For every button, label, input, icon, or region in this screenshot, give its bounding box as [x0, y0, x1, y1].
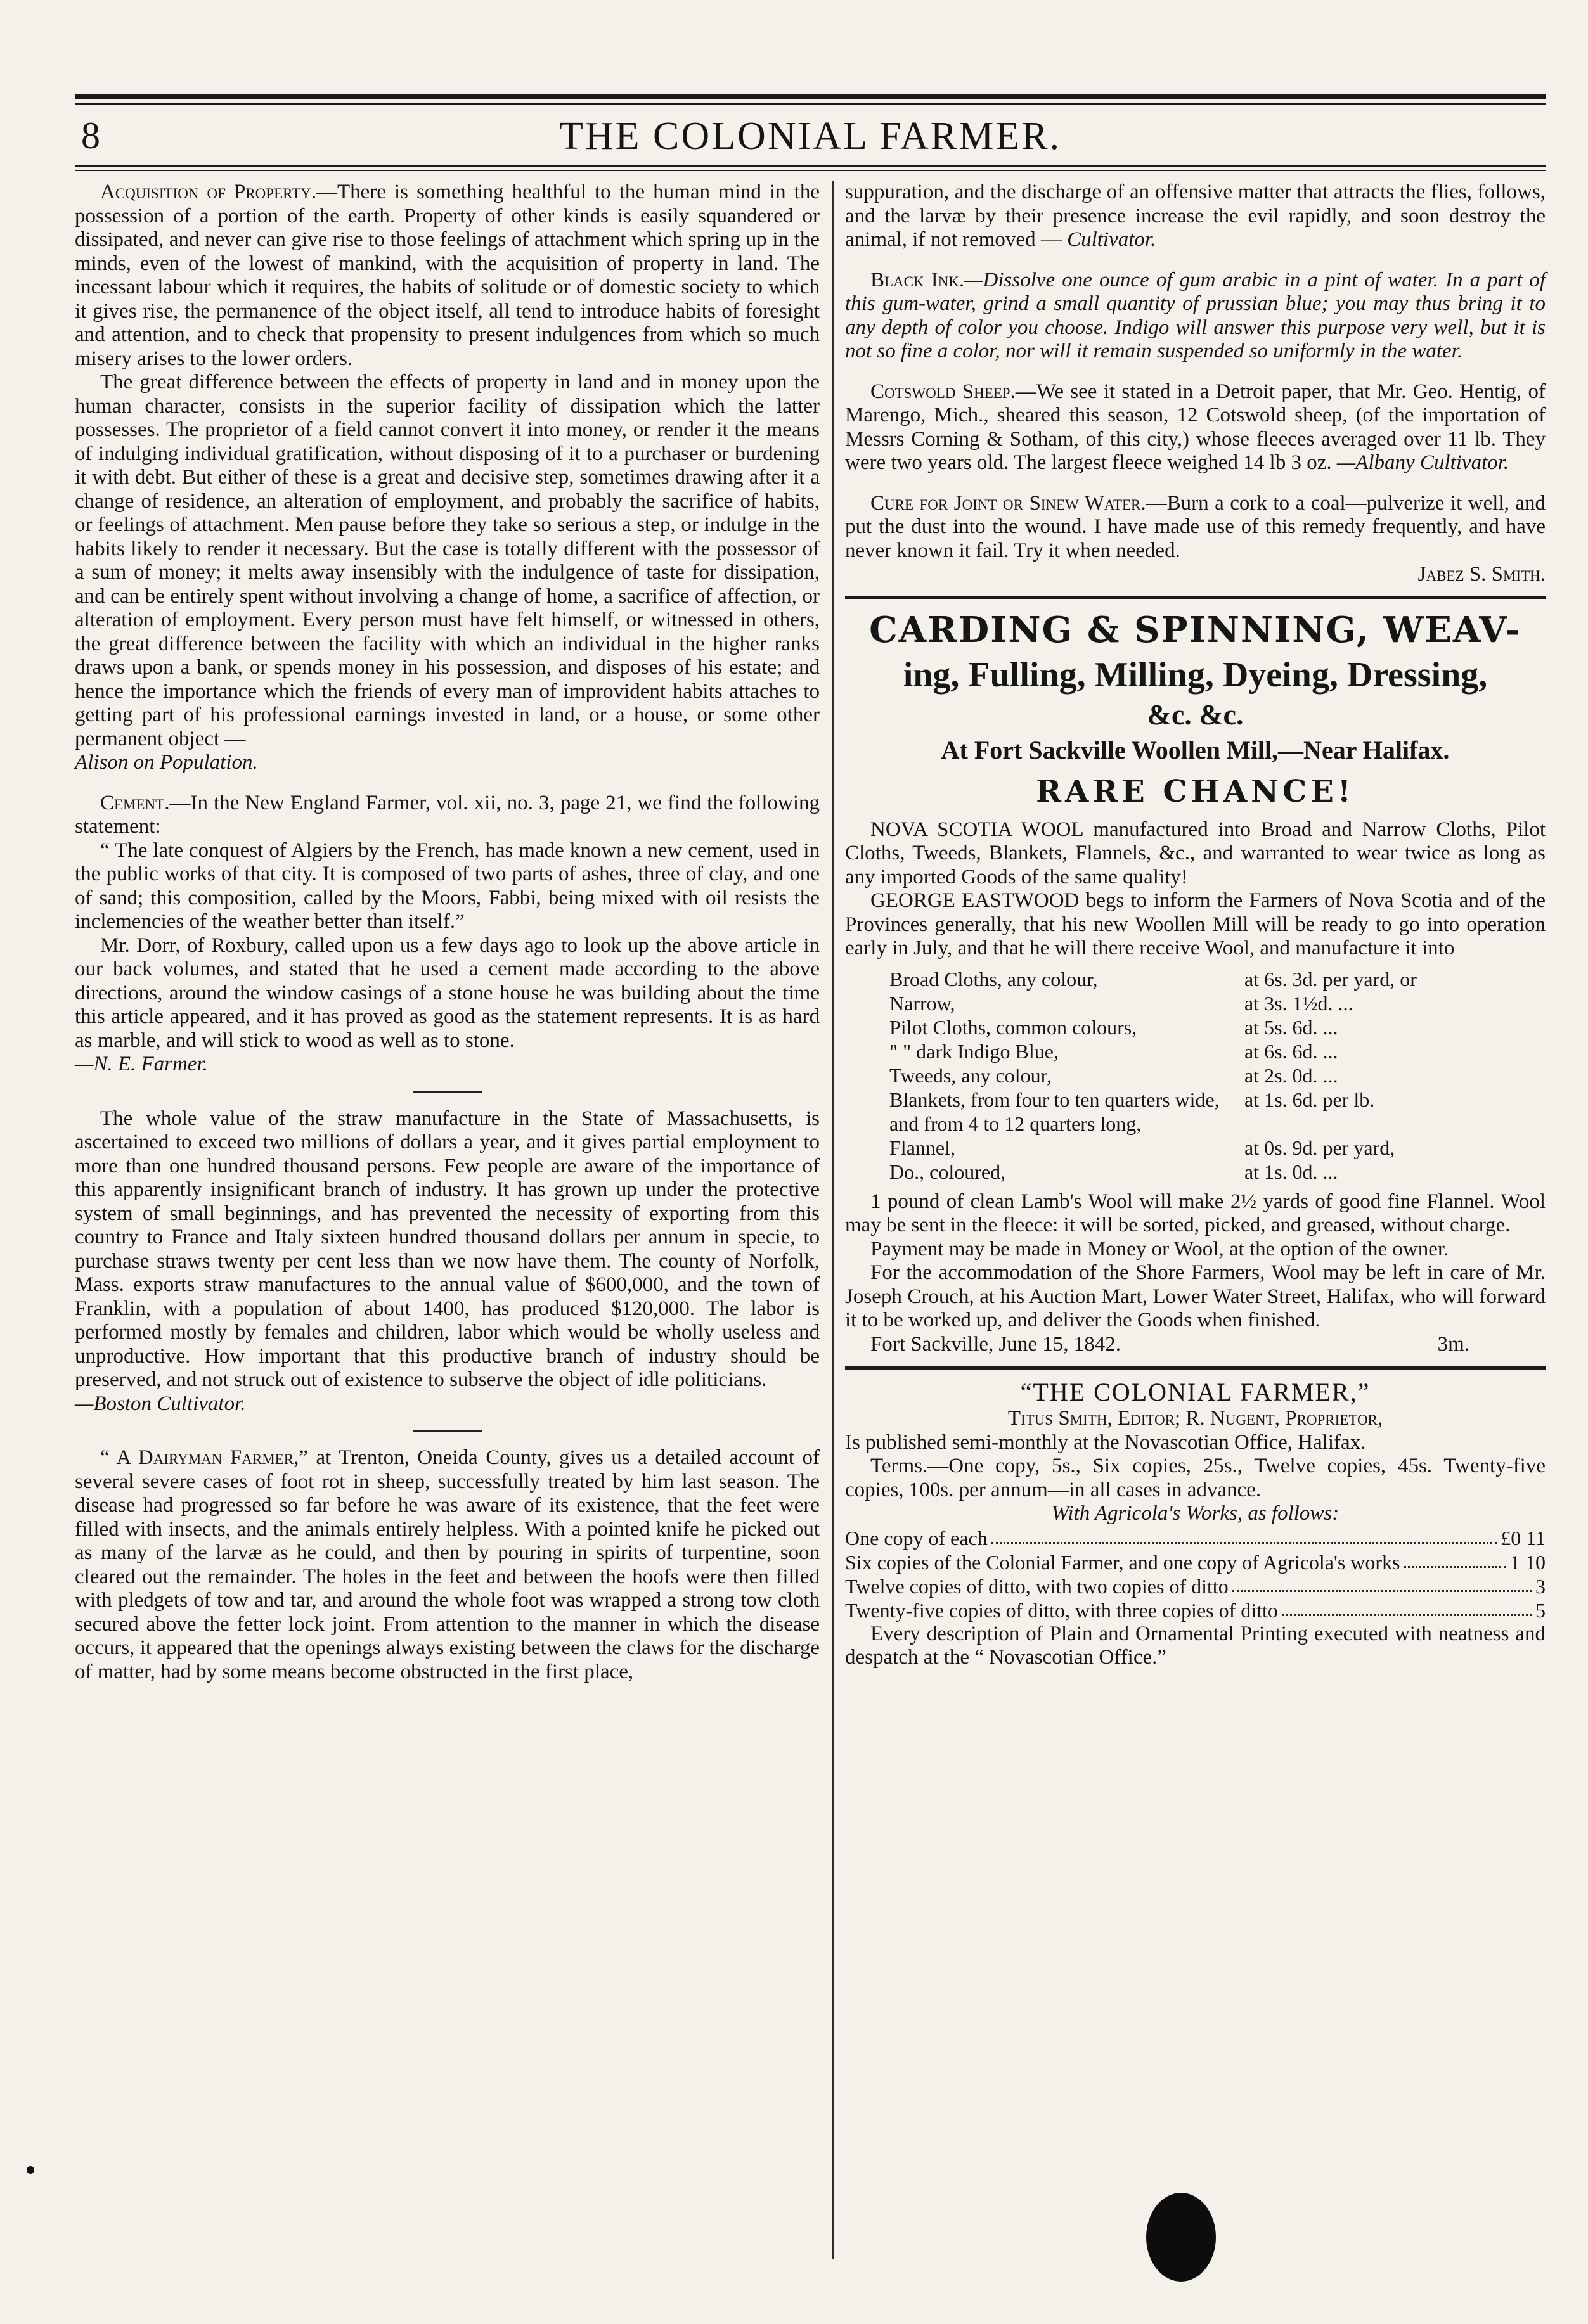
- price-row: " " dark Indigo Blue, at 6s. 6d. ...: [889, 1039, 1338, 1063]
- masthead: [75, 114, 1546, 165]
- article-body: —Burn a cork to a coal—pulverize it well, and put the dust into the wound. I have made use of this remedy frequently, and have never known it fail. Try it when needed.: [845, 491, 1546, 562]
- price-list-row: One copy of each £0 11: [845, 1526, 1546, 1550]
- price-row: Pilot Cloths, common colours, at 5s. 6d. ...: [889, 1015, 1338, 1039]
- article-property: [75, 181, 820, 371]
- newspaper-page: [75, 76, 1546, 2269]
- column-divider: [832, 181, 834, 2259]
- price-row: Flannel, at 0s. 9d. per yard,: [889, 1136, 1395, 1159]
- ink-blot: [1146, 2193, 1216, 2282]
- price-row: Broad Cloths, any colour, at 6s. 3d. per yard, or: [889, 967, 1417, 991]
- separator: [413, 1430, 482, 1432]
- ink-speck: [27, 2166, 34, 2174]
- price-row: Blankets, from four to ten quarters wide, and from 4 to 12 quarters long, at 1s. 6d. per lb.: [889, 1088, 1375, 1135]
- article-heading: Cement.: [100, 791, 170, 814]
- price-table: [889, 967, 1588, 1184]
- article-heading: Cure for Joint or Sinew Water.: [870, 491, 1146, 515]
- price-list-row: Six copies of the Colonial Farmer, and one copy of Agricola's works 1 10: [845, 1550, 1546, 1574]
- article-cure: [845, 492, 1546, 563]
- article-body: —We see it stated in a Detroit paper, that Mr. Geo. Hentig, of Marengo, Mich., sheared this season, 12 Cotswold sheep, (of the importation of Messrs Corning & Sotham, of this city,) whose fleeces averaged over 11 lb. They were two years old. The largest fleece weighed 14 lb 3 oz.: [845, 380, 1546, 474]
- article-paragraph: The great difference between the effects of property in land and in money upon the human character, consists in the superior facility of dissipation which the latter possesses. The proprietor of a field cannot convert it into money, or render it the means of indulging individual gratification, without disposing of it to a purchaser or burdening it with debt. But either of these is a great and decisive step, sometimes drawing after it a change of residence, an alteration of employment, and probably the sacrifice of habits, or feelings of attachment. Men pause before they take so serious a step, or indulge in the habits likely to render it necessary. But the case is totally different with the possessor of a sum of money; it melts away insensibly with the indulgence of taste for dissipation, and can be entirely spent without involving a change of home, a sacrifice of affection, or alteration of employment. Every person must have felt himself, or witnessed in others, the great difference between the facility with which an individual in the higher ranks draws upon a bank, or spends money in his possession, and disposes of his estate; and hence the importance which the friends of every man of improvident habits attaches to getting part of his professional earnings invested in land, or a house, or some other permanent object —: [75, 371, 820, 750]
- price-list-row: Twenty-five copies of ditto, with three copies of ditto 5: [845, 1598, 1546, 1622]
- article-body: at Trenton, Oneida County, gives us a detailed account of several severe cases of foot rot in sheep, successfully treated by him last season. The disease had progressed so far before he was aware of its existence, that the feet were filled with insects, and the animals entirely helpless. With a pointed knife he picked out as many of the larvæ as he could, and then by pouring in spirits of turpentine, soon cleared out the remainder. The holes in the feet and between the hoofs were then filled with pledgets of tow and tar, and around the whole foot was wrapped a strong tow cloth secured above the fetter lock joint. From attention to the manner in which the disease occurs, it appeared that the openings always existing between the claws for the discharge of matter, had by some means become obstructed in the first place,: [75, 1446, 820, 1683]
- ad-paragraph: GEORGE EASTWOOD begs to inform the Farmers of Nova Scotia and of the Provinces generally, that his new Woollen Mill will be ready to go into operation early in July, and that he will there receive Wool, and manufacture it into: [845, 889, 1546, 960]
- article-heading: Black Ink.: [870, 268, 965, 292]
- ad-heading: CARDING & SPINNING, WEAV-: [869, 608, 1521, 651]
- left-column: [75, 181, 820, 1684]
- article-cement: [75, 792, 820, 839]
- masthead-rule-2: [75, 170, 1546, 171]
- article-black-ink: [845, 269, 1546, 364]
- colonial-farmer-notice: [845, 1377, 1546, 1670]
- article-source: Alison on Population.: [75, 751, 258, 774]
- right-column: [845, 181, 1546, 1670]
- article-dairyman: [75, 1446, 820, 1684]
- price-row: Tweeds, any colour, at 2s. 0d. ...: [889, 1063, 1338, 1087]
- ad-dateline: Fort Sackville, June 15, 1842. 3m.: [870, 1332, 1469, 1356]
- ad-paragraph: Payment may be made in Money or Wool, at the option of the owner.: [870, 1237, 1449, 1261]
- article-body: —Dissolve one ounce of gum arabic in a pint of water. In a part of this gum-water, grind a small quantity of prussian blue; you may thus bring it to any depth of color you choose. Indigo will answer this purpose very well, but it is not so fine a color, nor will it remain suspended so uniformly in the water.: [845, 268, 1546, 363]
- ad-location: At Fort Sackville Woollen Mill,—Near Halifax.: [941, 735, 1450, 764]
- article-heading: Cotswold Sheep.: [870, 380, 1016, 403]
- top-rule-thin: [75, 103, 1546, 105]
- top-rule: [75, 94, 1546, 99]
- ad-paragraph: 1 pound of clean Lamb's Wool will make 2½ yards of good fine Flannel. Wool may be sent in the fleece: it will be sorted, picked, and greased, without charge.: [845, 1190, 1546, 1236]
- ad-paragraph: For the accommodation of the Shore Farmers, Wool may be left in care of Mr. Joseph Crouch, at his Auction Mart, Lower Water Street, Halifax, who will forward it to be worked up, and deliver the Goods when finished.: [845, 1261, 1546, 1332]
- article-heading: “ A Dairyman Farmer,”: [100, 1446, 308, 1469]
- masthead-rule: [75, 165, 1546, 167]
- article-source: —N. E. Farmer.: [75, 1053, 208, 1075]
- woollen-mill-advertisement: [845, 596, 1546, 1370]
- article-source: —Albany Cultivator.: [1336, 451, 1509, 474]
- separator: [413, 1091, 482, 1093]
- ad-paragraph: NOVA SCOTIA WOOL manufactured into Broad and Narrow Cloths, Pilot Cloths, Tweeds, Blankets, Flannels, &c., and warranted to wear twice as long as any imported Goods of the same quality!: [845, 818, 1546, 889]
- article-signature: Jabez S. Smith.: [1417, 563, 1546, 586]
- price-list-row: Twelve copies of ditto, with two copies of ditto 3: [845, 1574, 1546, 1598]
- article-paragraph: Mr. Dorr, of Roxbury, called upon us a few days ago to look up the above article in our back volumes, and stated that he used a cement made according to the above directions, around the window casings of a stone house he was building about the time this article appeared, and it has proved as good as the statement represents. It is as hard as marble, and will stick to wood as well as to stone.: [75, 934, 820, 1052]
- article-straw: The whole value of the straw manufacture in the State of Massachusetts, is ascertained to exceed two millions of dollars a year, and it gives partial employment to more than one hundred thousand persons. Few people are aware of the importance of this apparently insignificant branch of industry. It has grown up under the protective system of small beginnings, and has prevented the necessity of exporting from this country to France and Italy sixteen hundred thousand dollars per annum in specie, to purchase straws twenty per cent less than we now have them. The county of Norfolk, Mass. exports straw manufactures to the annual value of $600,000, and the town of Franklin, with a population of about 1400, has produced $120,000. The labor is performed mostly by females and children, labor which would be wholly useless and unproductive. How important that this productive branch of industry should be preserved, and not struck out of existence to subserve the object of idle politicians.: [75, 1107, 820, 1391]
- article-quote: “ The late conquest of Algiers by the French, has made known a new cement, used in the public works of that city. It is composed of two parts of ashes, three of clay, and one of sand; this composition, called by the Moors, Fabbi, being mixed with oil resists the inclemencies of the weather better than itself.”: [75, 838, 820, 933]
- article-body: —There is something healthful to the human mind in the possession of a portion of the earth. Property of other kinds is easily squandered or dissipated, and never can give rise to those feelings of attachment which spring up in the minds, even of the lowest of mankind, with the acquisition of property in land. The incessant labour which it requires, the habits of solitude or of domestic society to which it gives rise, the permanence of the object itself, all tend to introduce habits of foresight and attention, and to check that propensity to present indulgences from which so much misery arises to the lower orders.: [75, 181, 820, 370]
- notice-terms: Terms.—One copy, 5s., Six copies, 25s., Twelve copies, 45s. Twenty-five copies, 100s. per annum—in all cases in advance.: [845, 1454, 1546, 1501]
- article-body: —In the New England Farmer, vol. xii, no. 3, page 21, we find the following statement:: [75, 791, 820, 838]
- ad-rare-chance: RARE CHANCE!: [1036, 773, 1355, 809]
- notice-publication: Is published semi-monthly at the Novascotian Office, Halifax.: [845, 1430, 1366, 1454]
- ad-etc: &c. &c.: [1147, 698, 1244, 731]
- notice-footer: Every description of Plain and Ornamental Printing executed with neatness and despatch at the “ Novascotian Office.”: [845, 1622, 1546, 1669]
- ad-subheading: ing, Fulling, Milling, Dyeing, Dressing,: [903, 655, 1488, 695]
- notice-editor: Titus Smith, Editor; R. Nugent, Proprietor,: [1007, 1407, 1383, 1430]
- notice-agricola: With Agricola's Works, as follows:: [1051, 1502, 1339, 1525]
- article-continuation: [845, 181, 1546, 252]
- price-row: Do., coloured, at 1s. 0d. ...: [889, 1160, 1338, 1183]
- page-number: 8: [81, 115, 100, 157]
- article-heading: Acquisition of Property.: [100, 181, 316, 203]
- article-cotswold: [845, 380, 1546, 475]
- notice-title: “THE COLONIAL FARMER,”: [1020, 1378, 1371, 1406]
- paper-title: THE COLONIAL FARMER.: [559, 115, 1061, 158]
- article-source: Cultivator.: [1067, 228, 1156, 251]
- price-row: Narrow, at 3s. 1½d. ...: [889, 991, 1353, 1015]
- article-source: —Boston Cultivator.: [75, 1392, 246, 1415]
- article-body: suppuration, and the discharge of an offensive matter that attracts the flies, follows, and the larvæ by their presence increase the evil rapidly, and soon destroy the animal, if not removed —: [845, 181, 1546, 251]
